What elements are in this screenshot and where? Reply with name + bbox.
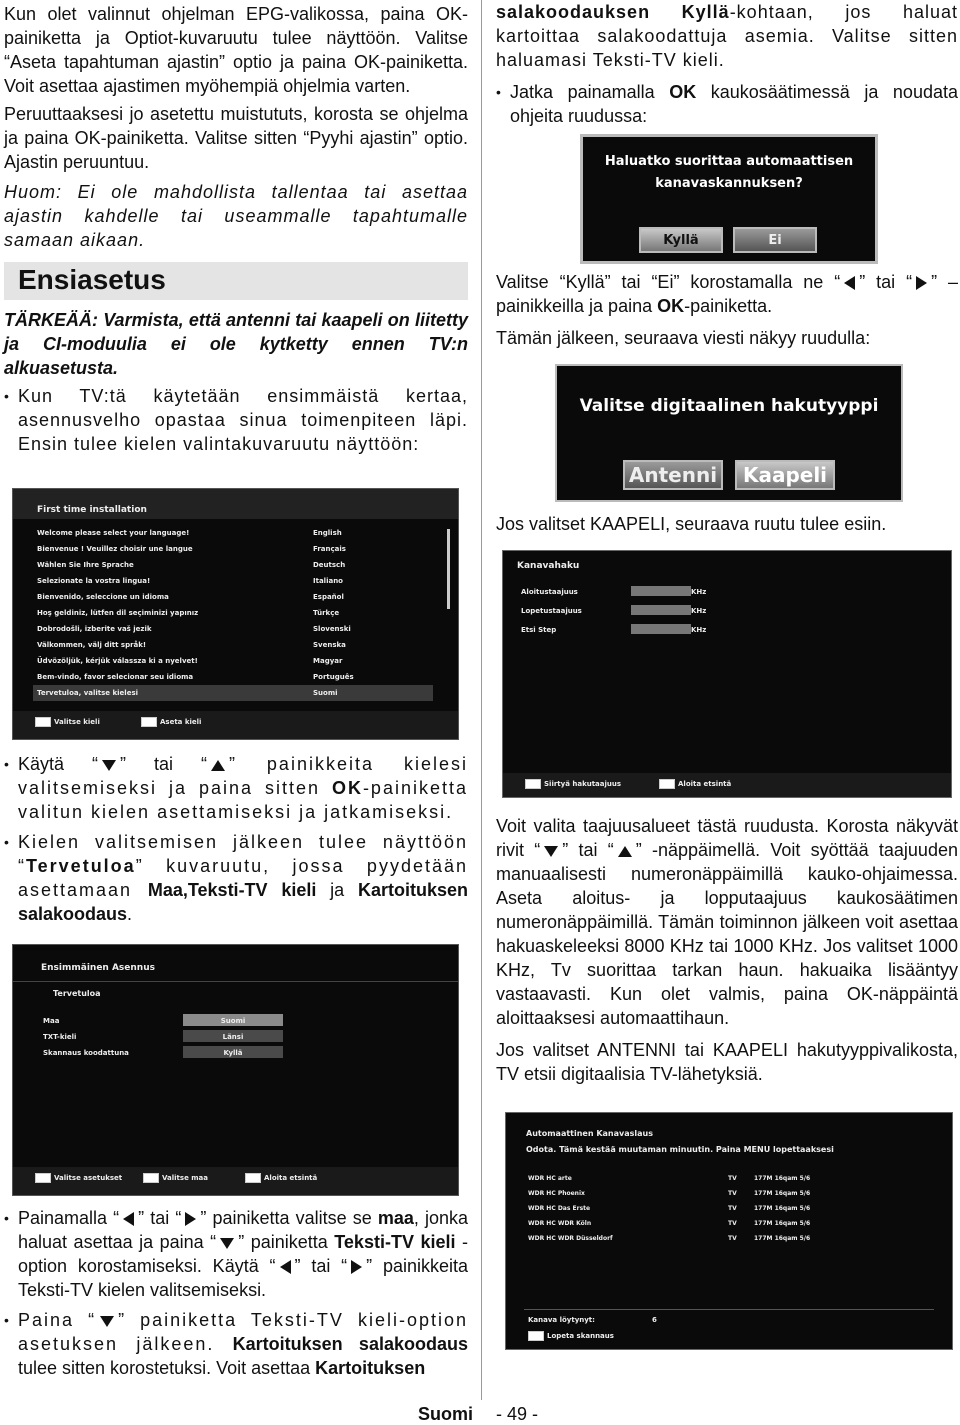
screen-search-type <box>555 364 903 502</box>
channel-name: WDR HC Phoenix <box>528 1190 585 1197</box>
cable-field-unit: KHz <box>691 588 707 596</box>
language-option: Português <box>313 673 354 681</box>
note-paragraph: Huom: Ei ole mahdollista tallentaa tai asettaa ajastin kahdelle tai useammalle tapahtumalle samaan aikaan. <box>4 182 468 250</box>
bullet-select-country: • Painamalla “ ” tai “ ” painiketta valitse se maa, jonka haluat asettaa ja paina “ ” painiketta Teksti-TV kieli -option korostamiseksi. Käytä “ ” tai “ ” painikkeita Teksti-TV kielen valitsemiseksi. <box>4 1206 468 1302</box>
paragraph-cable: Jos valitset KAAPELI, seuraava ruutu tulee esiin. <box>496 514 887 534</box>
section-heading: Ensiasetus <box>4 262 468 300</box>
channel-type: TV <box>728 1235 737 1242</box>
language-row <box>33 637 433 653</box>
welcome-setting-value: Suomi <box>183 1014 283 1026</box>
welcome-hint-2: Valitse maa <box>143 1171 208 1185</box>
paragraph-epg-timer: Kun olet valinnut ohjelman EPG-valikossa, paina OK-painiketta ja Optiot-kuvaruutu tulee näyttöön. Valitse “Aseta tapahtuman ajastin” optio ja paina OK-painiketta. Voit asettaa ajastimen myöhempiä ohjelmia varten. <box>4 4 468 96</box>
language-message: Välkommen, välj ditt språk! <box>37 641 147 649</box>
channel-name: WDR HC WDR Düsseldorf <box>528 1235 613 1242</box>
language-row <box>33 621 433 637</box>
channel-info: 177M 16qam 5/6 <box>754 1205 811 1212</box>
welcome-title: Ensimmäinen Asennus <box>41 963 155 973</box>
channel-type: TV <box>728 1220 737 1227</box>
welcome-setting-label: Maa <box>43 1017 60 1025</box>
up-arrow-icon <box>618 846 632 857</box>
language-row <box>33 525 433 541</box>
channel-name: WDR HC Das Erste <box>528 1205 591 1212</box>
right-arrow-icon <box>916 276 927 290</box>
channel-name: WDR HC arte <box>528 1175 572 1182</box>
welcome-setting-row <box>43 1045 443 1061</box>
down-arrow-icon <box>102 760 116 771</box>
right-column-mid <box>496 270 958 350</box>
down-arrow-icon <box>544 846 558 857</box>
cable-field-label: Aloitustaajuus <box>521 588 578 596</box>
welcome-subtitle: Tervetuloa <box>53 989 101 998</box>
channel-info: 177M 16qam 5/6 <box>754 1235 811 1242</box>
language-row <box>33 669 433 685</box>
language-option: Suomi <box>313 689 338 697</box>
language-message: Welcome please select your language! <box>37 529 190 537</box>
channel-info: 177M 16qam 5/6 <box>754 1175 811 1182</box>
language-option: Magyar <box>313 657 343 665</box>
language-row <box>33 541 433 557</box>
language-option: Deutsch <box>313 561 346 569</box>
right-column-cable <box>496 512 958 536</box>
channel-type: TV <box>728 1190 737 1197</box>
column-divider <box>481 0 482 1400</box>
language-message: Bienvenido, seleccione un idioma <box>37 593 169 601</box>
screen-auto-scan <box>505 1112 953 1350</box>
bullet-welcome-screen: • Kielen valitsemisen jälkeen tulee näyttöön “Tervetuloa” kuvaruutu, jossa pyydetään asettamaan Maa,Teksti-TV kieli ja Kartoituksen salakoodaus. <box>4 830 468 926</box>
auto-channel-list <box>528 1171 938 1246</box>
welcome-setting-value: Kyllä <box>183 1046 283 1058</box>
language-option: Türkçe <box>313 609 340 617</box>
auto-title: Automaattinen Kanavaslaus <box>526 1129 653 1138</box>
language-message: Bem-vindo, favor selecionar seu idioma <box>37 673 194 681</box>
language-message: Tervetuloa, valitse kielesi <box>37 689 139 697</box>
cable-hint-1: Siirtyä hakutaajuus <box>525 777 621 791</box>
welcome-setting-value: Länsi <box>183 1030 283 1042</box>
channel-row <box>528 1186 938 1201</box>
paragraph-digital-search: Jos valitset ANTENNI tai KAAPELI hakutyyppivalikosta, TV etsii digitaalisia TV-lähetyksiä. <box>496 1040 958 1084</box>
cable-fields <box>521 583 941 640</box>
paragraph-select-yes-no: Valitse “Kyllä” tai “Ei” korostamalla ne “ ” tai “ ” –painikkeilla ja paina OK-painiketta. <box>496 272 958 316</box>
cable-title: Kanavahaku <box>517 561 580 571</box>
up-arrow-icon <box>211 760 225 771</box>
cable-field-row <box>521 583 941 602</box>
search-type-text: Valitse digitaalinen hakutyyppi <box>579 396 879 416</box>
fti-hint-select: Valitse kieli <box>35 715 100 729</box>
channel-name: WDR HC WDR Köln <box>528 1220 592 1227</box>
welcome-hint-3: Aloita etsintä <box>245 1171 317 1185</box>
paragraph-frequency: Voit valita taajuusalueet tästä ruudusta. Korosta näkyvät rivit “ ” tai “ ” -näppäimellä. Voit syöttää taajuuden manuaalisesti numeronäppäimillä kauko-ohjaimessa. Aseta aloitus- ja lopputaajuus kaukosäätimen numeronäppäimillä. Tämän toiminnon jälkeen voit asettaa hakuaskeleeksi 8000 KHz tai 1000 KHz. Jos valitset 1000 KHz, Tv suorittaa tarkan haun. hakuaika lisääntyy vastaavasti. Kun olet valmis, paina OK-näppäintä aloittaaksesi automaattihaun. <box>496 816 958 1028</box>
scan-question-text: Haluatko suorittaa automaattisen kanavaskannuksen? <box>604 154 854 191</box>
language-message: Wählen Sie Ihre Sprache <box>37 561 134 569</box>
welcome-setting-label: TXT-kieli <box>43 1033 77 1041</box>
left-arrow-icon <box>844 276 855 290</box>
channel-row <box>528 1231 938 1246</box>
right-arrow-icon <box>351 1260 362 1274</box>
footer-page-number: - 49 - <box>496 1404 539 1424</box>
auto-subtitle: Odota. Tämä kestää muutaman minuutin. Paina MENU lopettaaksesi <box>526 1145 834 1154</box>
cable-field-input <box>631 624 691 634</box>
language-option: Svenska <box>313 641 346 649</box>
important-paragraph: TÄRKEÄÄ: Varmista, että antenni tai kaapeli on liitetty ja CI-moduulia ei ole kytketty ennen TV:n alkuasetusta. <box>4 310 468 378</box>
left-arrow-icon <box>123 1212 134 1226</box>
cable-field-input <box>631 605 691 615</box>
screen-cable-scan <box>502 550 952 798</box>
yes-button[interactable]: Kyllä <box>639 227 723 253</box>
bullet-teletext: • Paina “ ” painiketta Teksti-TV kieli-option asetuksen jälkeen. Kartoituksen salakoodaus tulee sitten korostetuksi. Voit asettaa Kartoituksen <box>4 1308 468 1380</box>
language-row <box>33 685 433 701</box>
language-message: Bienvenue ! Veuillez choisir une langue <box>37 545 193 553</box>
cable-field-label: Etsi Step <box>521 626 557 634</box>
cable-field-row <box>521 621 941 640</box>
screen-welcome <box>12 944 459 1196</box>
channel-row <box>528 1201 938 1216</box>
cable-button[interactable]: Kaapeli <box>735 460 835 490</box>
left-column <box>4 0 468 456</box>
language-row <box>33 589 433 605</box>
down-arrow-icon <box>220 1238 234 1249</box>
right-arrow-icon <box>185 1212 196 1226</box>
left-column-bottom <box>4 1206 468 1380</box>
cable-field-label: Lopetustaajuus <box>521 607 582 615</box>
language-option: Français <box>313 545 346 553</box>
language-message: Hoş geldiniz, lütfen dil seçiminizi yapınız <box>37 609 199 617</box>
channel-type: TV <box>728 1175 737 1182</box>
paragraph-next-message: Tämän jälkeen, seuraava viesti näkyy ruudulla: <box>496 328 871 348</box>
cable-field-row <box>521 602 941 621</box>
cable-hint-2: Aloita etsintä <box>659 777 731 791</box>
language-row <box>33 605 433 621</box>
language-message: Üdvözöljük, kérjük válassza ki a nyelvet! <box>37 657 198 665</box>
language-message: Selezionate la vostra lingua! <box>37 577 151 585</box>
no-button[interactable]: Ei <box>733 227 817 253</box>
channel-row <box>528 1171 938 1186</box>
screen-first-time-installation <box>12 488 459 740</box>
language-option: Italiano <box>313 577 343 585</box>
left-column-lower <box>4 752 468 926</box>
cable-field-unit: KHz <box>691 626 707 634</box>
antenna-button[interactable]: Antenni <box>623 460 723 490</box>
bullet-first-use: • Kun TV:tä käytetään ensimmäistä kertaa, asennusvelho opastaa sinua toimenpiteen läpi. Ensin tulee kielen valintakuvaruutu näyttöön: <box>4 384 468 456</box>
paragraph-scrambled: salakoodauksen Kyllä-kohtaan, jos haluat kartoittaa salakoodattuja asemia. Valitse sitten haluamasi Teksti-TV kieli. <box>496 2 958 70</box>
channel-type: TV <box>728 1205 737 1212</box>
screen-title: First time installation <box>37 505 147 515</box>
welcome-setting-label: Skannaus koodattuna <box>43 1049 129 1057</box>
channel-info: 177M 16qam 5/6 <box>754 1220 811 1227</box>
channel-info: 177M 16qam 5/6 <box>754 1190 811 1197</box>
auto-found-count: 6 <box>652 1316 657 1324</box>
down-arrow-icon <box>100 1316 114 1327</box>
auto-hint: Lopeta skannaus <box>528 1329 614 1343</box>
language-option: Español <box>313 593 344 601</box>
paragraph-cancel-timer: Peruuttaaksesi jo asetettu muistututs, korosta se ohjelma ja paina OK-painiketta. Valitse sitten “Pyyhi ajastin” optio. Ajastin peruuntuu. <box>4 104 468 172</box>
footer-language: Suomi <box>418 1404 474 1424</box>
left-arrow-icon <box>280 1260 291 1274</box>
fti-hint-set: Aseta kieli <box>141 715 201 729</box>
welcome-settings <box>43 1013 443 1061</box>
welcome-setting-row <box>43 1029 443 1045</box>
channel-row <box>528 1216 938 1231</box>
welcome-hint-1: Valitse asetukset <box>35 1171 122 1185</box>
right-column-frequency <box>496 814 958 1086</box>
language-list <box>33 525 433 701</box>
welcome-setting-row <box>43 1013 443 1029</box>
bullet-press-ok: • Jatka painamalla OK kaukosäätimessä ja noudata ohjeita ruudussa: <box>496 80 958 128</box>
right-column <box>496 0 958 128</box>
screen-scan-question <box>580 134 878 264</box>
cable-field-input <box>631 586 691 596</box>
bullet-select-language: • Käytä “ ” tai “ ” painikkeita kielesi valitsemiseksi ja paina sitten OK-painiketta valitun kielen asettamiseksi ja jatkamiseksi. <box>4 752 468 824</box>
language-option: Slovenski <box>313 625 351 633</box>
language-message: Dobrodošli, izberite vaš jezik <box>37 625 152 633</box>
language-row <box>33 653 433 669</box>
language-option: English <box>313 529 342 537</box>
cable-field-unit: KHz <box>691 607 707 615</box>
language-row <box>33 557 433 573</box>
language-row <box>33 573 433 589</box>
auto-found-label: Kanava löytynyt: <box>528 1316 595 1324</box>
